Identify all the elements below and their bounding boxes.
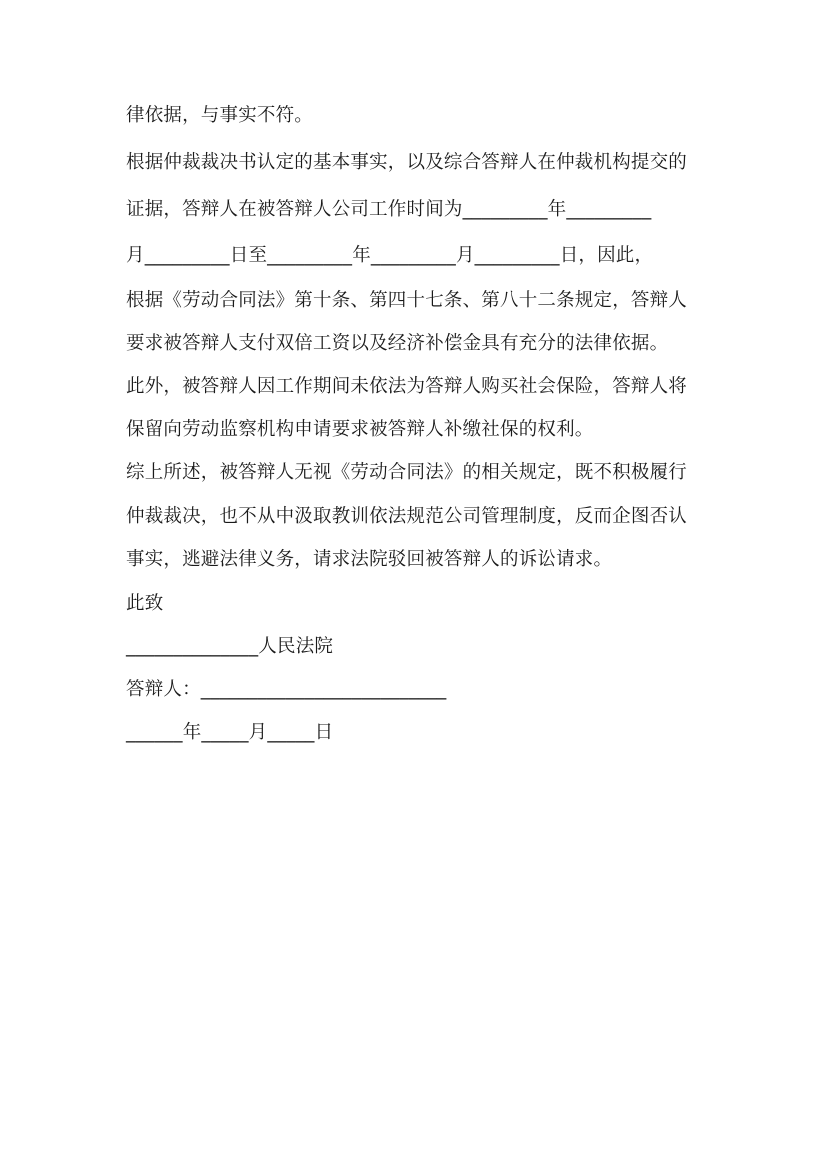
text-line-4: 月_________日至_________年_________月_________日，因此， [126, 245, 654, 266]
text-line-9: 综上所述，被答辩人无视《劳动合同法》的相关规定，既不积极履行 [126, 462, 688, 483]
text-line-7: 此外，被答辩人因工作期间未依法为答辩人购买社会保险，答辩人将 [126, 376, 688, 397]
date-line: ______年_____月_____日 [126, 722, 334, 743]
text-line-11: 事实，逃避法律义务，请求法院驳回被答辩人的诉讼请求。 [126, 549, 613, 570]
closing-salutation: 此致 [126, 593, 164, 614]
respondent-signature-line: 答辩人：__________________________ [126, 679, 447, 700]
text-line-8: 保留向劳动监察机构申请要求被答辩人补缴社保的权利。 [126, 419, 594, 440]
text-line-10: 仲裁裁决，也不从中汲取教训依法规范公司管理制度，反而企图否认 [126, 506, 688, 527]
text-line-3: 证据，答辩人在被答辩人公司工作时间为_________年_________ [126, 199, 652, 220]
text-line-2: 根据仲裁裁决书认定的基本事实，以及综合答辩人在仲裁机构提交的 [126, 152, 688, 173]
court-line: ______________人民法院 [126, 636, 334, 657]
text-line-1: 律依据，与事实不符。 [126, 105, 314, 126]
text-line-6: 要求被答辩人支付双倍工资以及经济补偿金具有充分的法律依据。 [126, 333, 669, 354]
text-line-5: 根据《劳动合同法》第十条、第四十七条、第八十二条规定，答辩人 [126, 290, 688, 311]
